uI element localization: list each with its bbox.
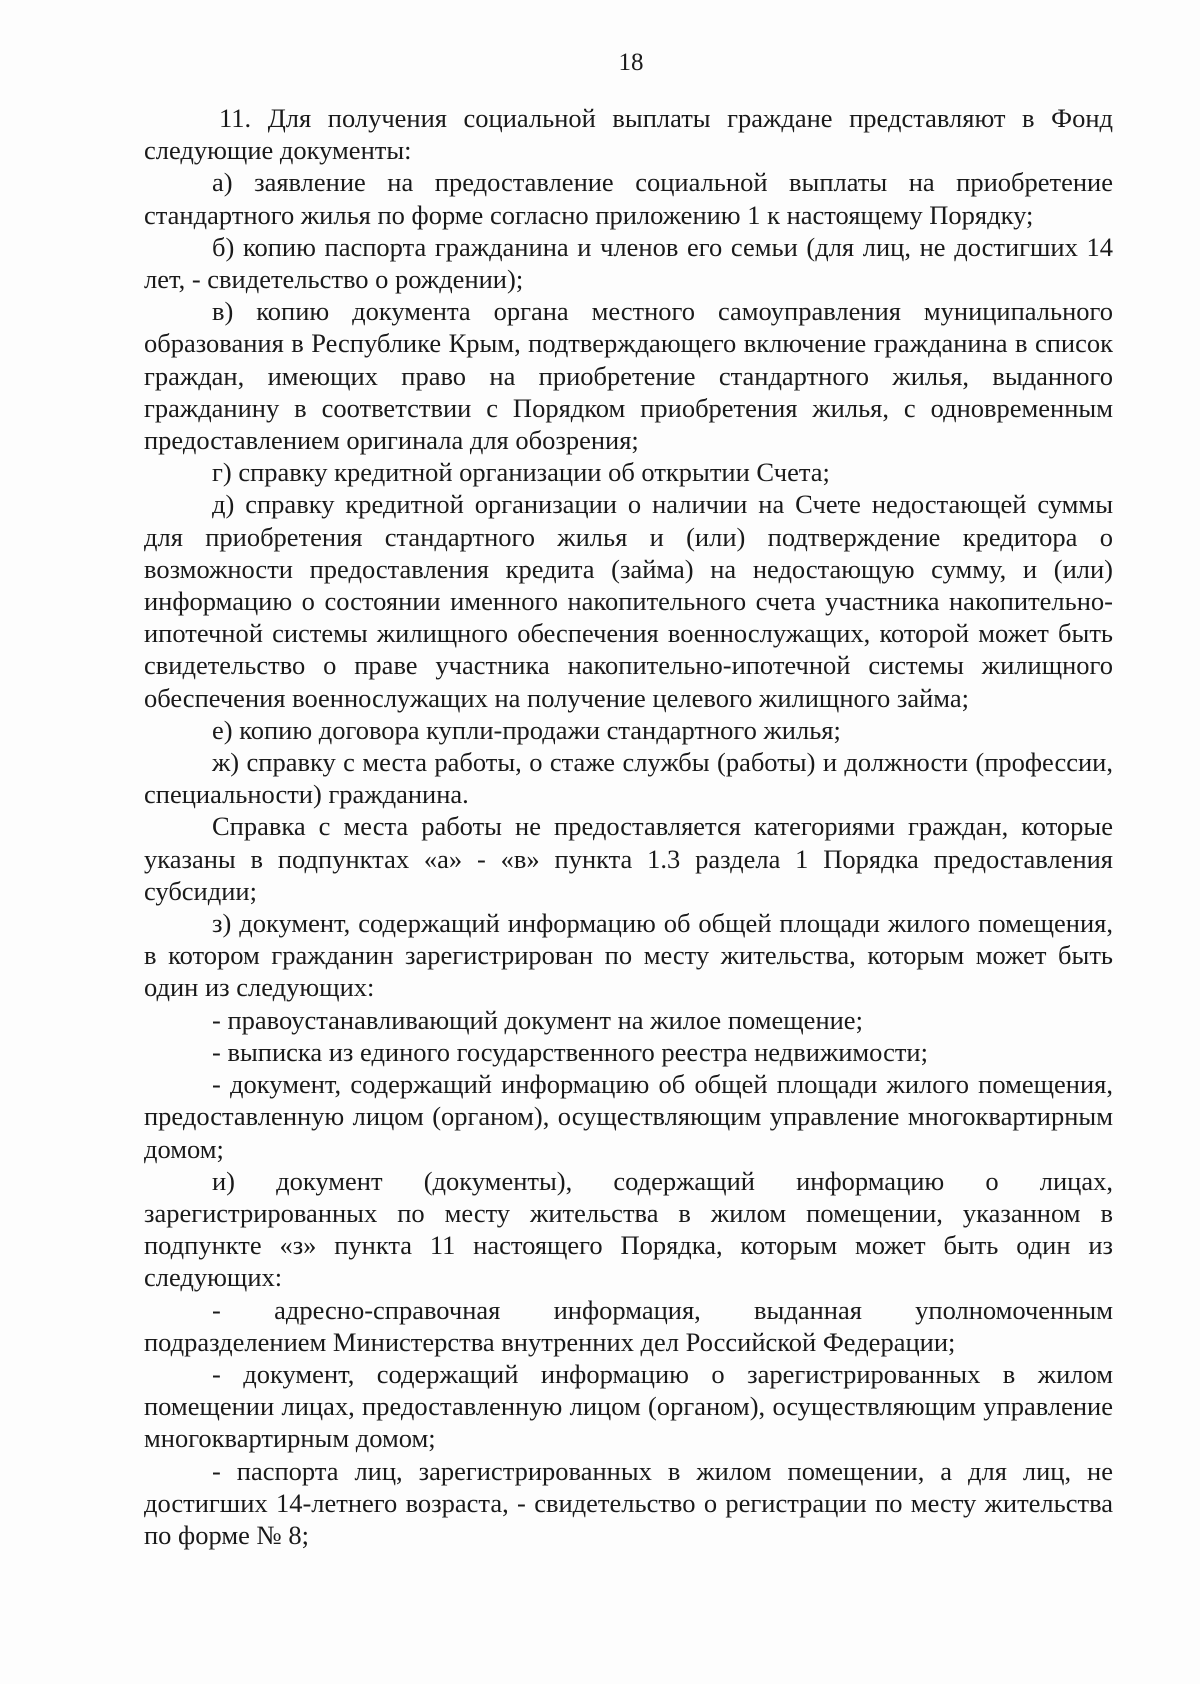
item-d: д) справку кредитной организации о наличии на Счете недостающей суммы для приобретения стандартного жилья и (или) подтверждение кредитора о возможности предоставления кредита (займа) на недостающую сумму, и (или) информацию о состоянии именного накопительного счета участника накопительно-ипотечной системы жилищного обеспечения военнослужащих, которой может быть свидетельство о праве участника накопительно-ипотечной системы жилищного обеспечения военнослужащих на получение целевого жилищного займа; [144,489,1113,713]
item-z-option-1: - правоустанавливающий документ на жилое помещение; [212,1004,863,1035]
item-z: з) документ, содержащий информацию об общей площади жилого помещения, в котором гражданин зарегистрирован по месту жительства, которым может быть один из следующих: [144,908,1113,1003]
item-g: г) справку кредитной организации об открытии Счета; [212,457,830,488]
paragraph-11-intro: 11. Для получения социальной выплаты граждане представляют в Фонд следующие документы: [144,103,1113,166]
item-zh: ж) справку с места работы, о стаже службы (работы) и должности (профессии, специальности) гражданина. [144,747,1113,810]
item-z-option-2: - выписка из единого государственного реестра недвижимости; [212,1036,928,1067]
item-z-option-3: - документ, содержащий информацию об общей площади жилого помещения, предоставленную лицом (органом), осуществляющим управление многоквартирным домом; [144,1069,1113,1164]
item-i-option-1: - адресно-справочная информация, выданная уполномоченным подразделением Министерства внутренних дел Российской Федерации; [144,1294,1113,1357]
item-b: б) копию паспорта гражданина и членов его семьи (для лиц, не достигших 14 лет, - свидетельство о рождении); [144,231,1113,295]
document-body [144,102,1113,1551]
item-i-option-2: - документ, содержащий информацию о зарегистрированных в жилом помещении лицах, предоставленную лицом (органом), осуществляющим управление многоквартирным домом; [144,1358,1113,1454]
page-number: 18 [618,49,644,76]
item-a: а) заявление на предоставление социальной выплаты на приобретение стандартного жилья по форме согласно приложению 1 к настоящему Порядку; [144,167,1113,230]
item-i: и) документ (документы), содержащий информацию о лицах, зарегистрированных по месту жительства в жилом помещении, указанном в подпункте «з» пункта 11 настоящего Порядка, которым может быть один из следующих: [144,1165,1113,1293]
item-i-option-3: - паспорта лиц, зарегистрированных в жилом помещении, а для лиц, не достигших 14-летнего возраста, - свидетельство о регистрации по месту жительства по форме № 8; [144,1455,1113,1550]
work-certificate-note: Справка с места работы не предоставляется категориями граждан, которые указаны в подпунктах «а» - «в» пункта 1.3 раздела 1 Порядка предоставления субсидии; [144,811,1113,906]
item-e: е) копию договора купли-продажи стандартного жилья; [212,714,841,745]
item-v: в) копию документа органа местного самоуправления муниципального образования в Республике Крым, подтверждающего включение гражданина в список граждан, имеющих право на приобретение стандартного жилья, выданного гражданину в соответствии с Порядком приобретения жилья, с одновременным предоставлением оригинала для обозрения; [144,296,1113,456]
